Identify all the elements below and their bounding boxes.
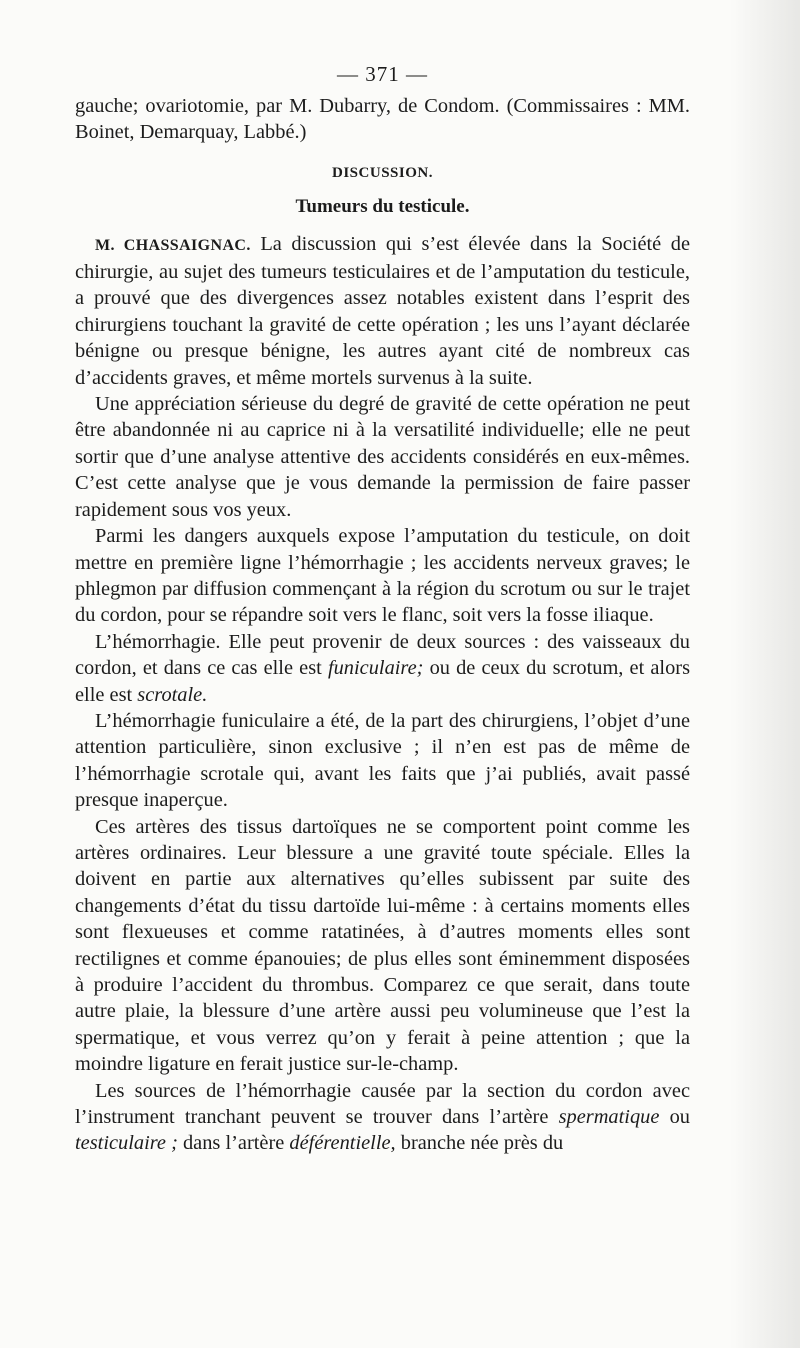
page-body <box>75 93 690 1157</box>
paragraph-text: La discussion qui s’est élevée dans la Société de chirurgie, au sujet des tumeurs testiculaires et de l’amputation du testicule, a prouvé que des divergences assez notables existent dans l’esprit des chirurgiens touchant la gravité de cette opération ; les uns l’ayant déclarée bénigne ou presque bénigne, les autres ayant cité de nombreux cas d’accidents graves, et même mortels survenus à la suite. <box>75 232 691 389</box>
paragraph-1 <box>75 231 690 391</box>
paragraph-text: ou <box>659 1106 690 1129</box>
section-title: Tumeurs du testicule. <box>295 196 470 218</box>
page-edge-shadow <box>730 0 800 1348</box>
italic-term-deferentielle: déférentielle, <box>289 1132 396 1155</box>
section-label: DISCUSSION. <box>332 164 433 181</box>
paragraph-2: Une appréciation sérieuse du degré de gravité de cette opération ne peut être abandonnée ni au caprice ni à la versatilité individuelle; elle ne peut sortir que d’une analyse attentive des accidents considérés en eux-mêmes. C’est cette analyse que je vous demande la permission de faire passer rapidement sous vos yeux. <box>75 393 690 521</box>
paragraph-7 <box>75 1078 690 1157</box>
italic-term-funiculaire: funiculaire; <box>327 657 424 680</box>
paragraph-5: L’hémorrhagie funiculaire a été, de la part des chirurgiens, l’objet d’une attention particulière, sinon exclusive ; il n’en est pas de même de l’hémorrhagie scrotale qui, avant les faits que j’ai publiés, avait passé presque inaperçue. <box>75 709 690 812</box>
paragraph-text: L’hémorrhagie. Elle peut provenir de deux sources : des vaisseaux du cordon, et dans ce cas elle est <box>75 630 690 680</box>
paragraph-4 <box>75 629 690 708</box>
paragraph-3: Parmi les dangers auxquels expose l’amputation du testicule, on doit mettre en première ligne l’hémorrhagie ; les accidents nerveux graves; le phlegmon par diffusion commençant à la région du scrotum ou sur le trajet du cordon, pour se répandre soit vers le flanc, soit vers la fosse iliaque. <box>75 525 690 627</box>
paragraph-text: dans l’artère <box>177 1132 290 1155</box>
italic-term-spermatique: spermatique <box>558 1106 660 1129</box>
italic-term-testiculaire: testiculaire ; <box>75 1132 178 1155</box>
continuation-paragraph: gauche; ovariotomie, par M. Dubarry, de Condom. (Commissaires : MM. Boinet, Demarquay, Labbé.) <box>75 95 690 144</box>
paragraph-text: Les sources de l’hémorrhagie causée par la section du cordon avec l’instrument tranchant peuvent se trouver dans l’artère <box>75 1079 690 1129</box>
paragraph-text: ou de ceux du scrotum, et alors elle est <box>75 657 691 706</box>
paragraph-text: branche née près du <box>395 1132 564 1155</box>
speaker-name: M. CHASSAIGNAC. <box>95 236 251 254</box>
page-number: — 371 — <box>337 62 428 86</box>
paragraph-6: Ces artères des tissus dartoïques ne se comportent point comme les artères ordinaires. Leur blessure a une gravité toute spéciale. Elles la doivent en partie aux alternatives qu’elles subissent par suite des changements d’état du tissu dartoïde lui-même : à certains moments elles sont flexueuses et comme ratatinées, à d’autres moments elles sont rectilignes et comme épanouies; de plus elles sont éminemment disposées à produire l’accident du thrombus. Comparez ce que serait, dans toute autre plaie, la blessure d’une artère aussi peu volumineuse que l’est la spermatique, et vous verrez qu’on y ferait à peine attention ; que la moindre ligature en ferait justice sur-le-champ. <box>75 815 690 1076</box>
italic-term-scrotale: scrotale. <box>137 683 208 706</box>
